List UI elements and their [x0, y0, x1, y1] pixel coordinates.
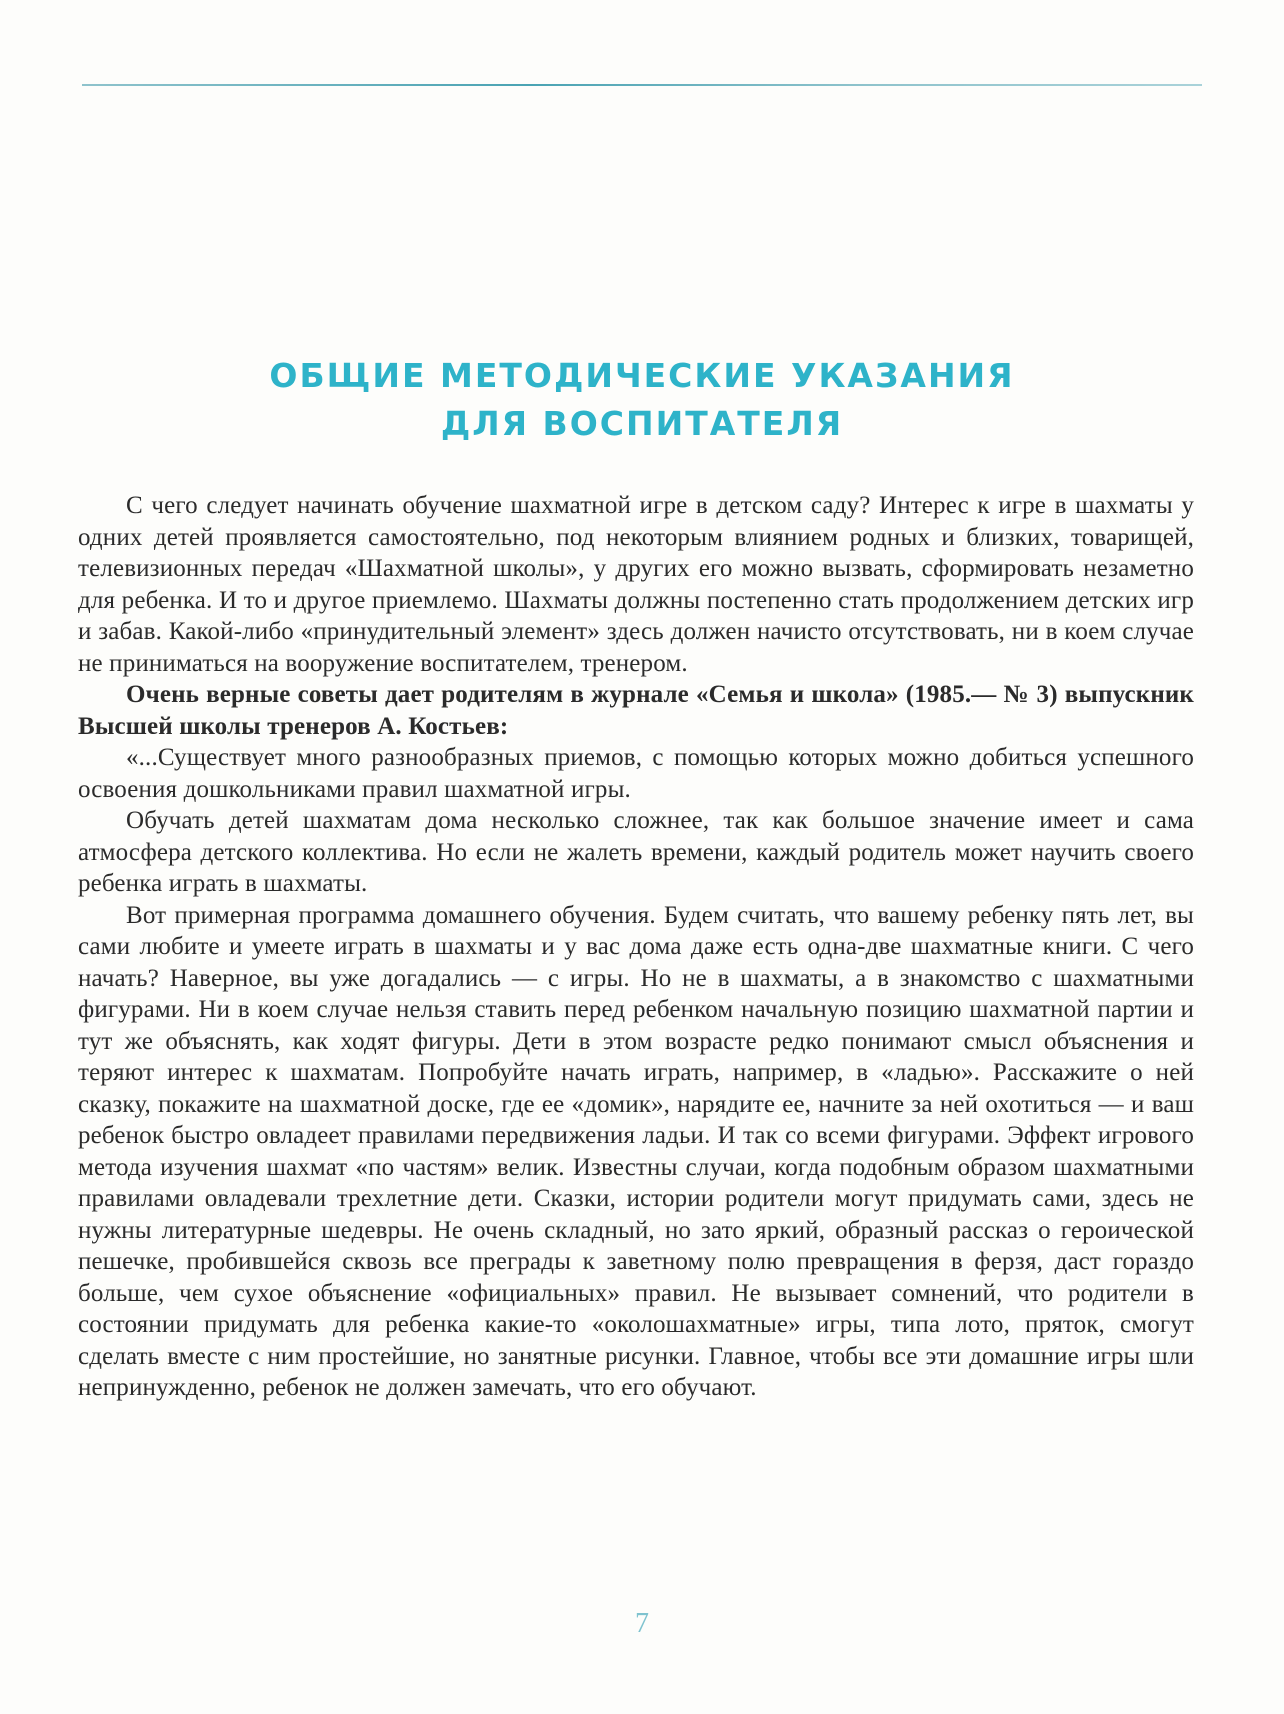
body-text [78, 490, 1194, 1404]
paragraph-1: С чего следует начинать обучение шахматной игре в детском саду? Интерес к игре в шахматы у одних детей проявляется самостоятельно, под некоторым влиянием родных и близких, товарищей, телевизионных передач «Шахматной школы», у других его можно вызвать, сформировать незаметно для ребенка. И то и другое приемлемо. Шахматы должны постепенно стать продолжением детских игр и забав. Какой-либо «принудительный элемент» здесь должен начисто отсутствовать, ни в коем случае не приниматься на вооружение воспитателем, тренером. [78, 492, 1194, 677]
paragraph-3: «...Существует много разнообразных приемов, с помощью которых можно добиться успешного освоения дошкольниками правил шахматной игры. [78, 744, 1194, 803]
page-number: 7 [635, 1608, 649, 1639]
paragraph-2: Очень верные советы дает родителям в журнале «Семья и школа» (1985.— № 3) выпускник Высшей школы тренеров А. Костьев: [78, 681, 1194, 740]
page-title-line-2: ДЛЯ ВОСПИТАТЕЛЯ [440, 404, 844, 443]
page-title [0, 352, 1284, 448]
page-title-line-1: ОБЩИЕ МЕТОДИЧЕСКИЕ УКАЗАНИЯ [269, 356, 1015, 395]
paragraph-4: Обучать детей шахматам дома несколько сложнее, так как большое значение имеет и сама атмосфера детского коллектива. Но если не жалеть времени, каждый родитель может научить своего ребенка играть в шахматы. [78, 807, 1194, 897]
header-rule [82, 84, 1202, 86]
paragraph-5: Вот примерная программа домашнего обучения. Будем считать, что вашему ребенку пять лет, вы сами любите и умеете играть в шахматы и у вас дома даже есть одна-две шахматные книги. С чего начать? Наверное, вы уже догадались — с игры. Но не в шахматы, а в знакомство с шахматными фигурами. Ни в коем случае нельзя ставить перед ребенком начальную позицию шахматной партии и тут же объяснять, как ходят фигуры. Дети в этом возрасте редко понимают смысл объяснения и теряют интерес к шахматам. Попробуйте начать играть, например, в «ладью». Расскажите о ней сказку, покажите на шахматной доске, где ее «домик», нарядите ее, начните за ней охотиться — и ваш ребенок быстро овладеет правилами передвижения ладьи. И так со всеми фигурами. Эффект игрового метода изучения шахмат «по частям» велик. Известны случаи, когда подобным образом шахматными правилами овладевали трехлетние дети. Сказки, истории родители могут придумать сами, здесь не нужны литературные шедевры. Не очень складный, но зато яркий, образный рассказ о героической пешечке, пробившейся сквозь все преграды к заветному полю превращения в ферзя, даст гораздо больше, чем сухое объяснение «официальных» правил. Не вызывает сомнений, что родители в состоянии придумать для ребенка какие-то «околошахматные» игры, типа лото, пряток, смогут сделать вместе с ним простейшие, но занятные рисунки. Главное, чтобы все эти домашние игры шли непринужденно, ребенок не должен замечать, что его обучают. [78, 901, 1194, 1401]
